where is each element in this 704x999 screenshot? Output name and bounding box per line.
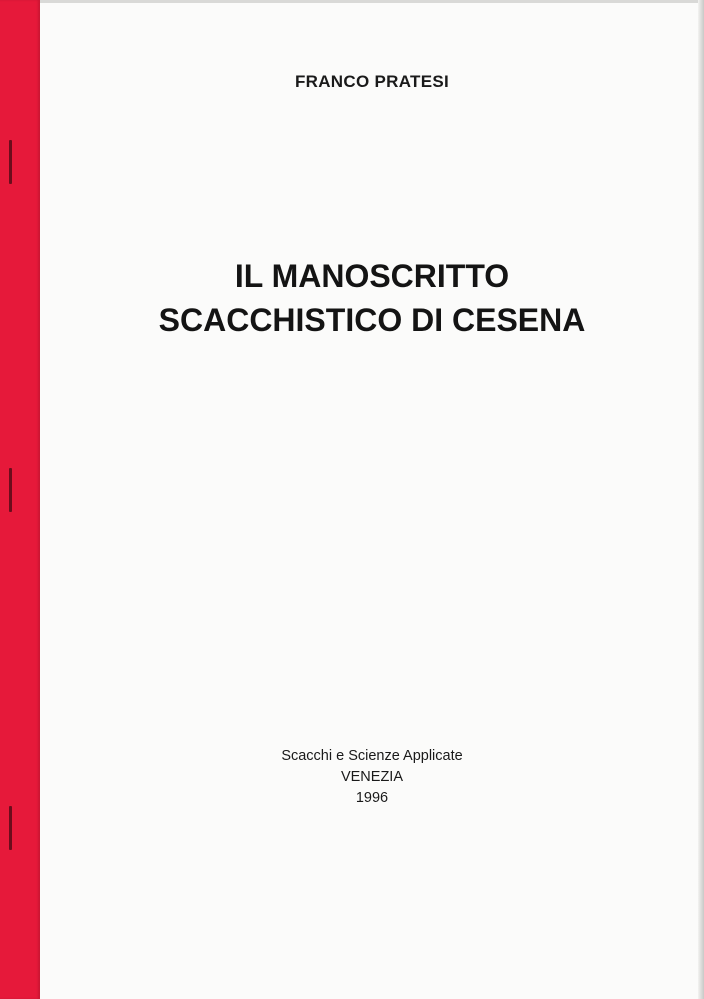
title-line-2: SCACCHISTICO DI CESENA [158, 302, 586, 338]
publisher-block [40, 746, 704, 809]
publication-year: 1996 [355, 790, 389, 806]
title-line-1: IL MANOSCRITTO [234, 258, 510, 294]
staple-top [9, 140, 12, 184]
red-binding-strip [0, 0, 40, 999]
paper-top-edge [40, 0, 704, 3]
publisher-city: VENEZIA [340, 769, 404, 785]
book-title [40, 254, 704, 342]
staple-bottom [9, 806, 12, 850]
staple-middle [9, 468, 12, 512]
author-name: FRANCO PRATESI [294, 72, 450, 91]
publisher-name: Scacchi e Scienze Applicate [281, 748, 463, 764]
paper-right-edge [698, 0, 704, 999]
